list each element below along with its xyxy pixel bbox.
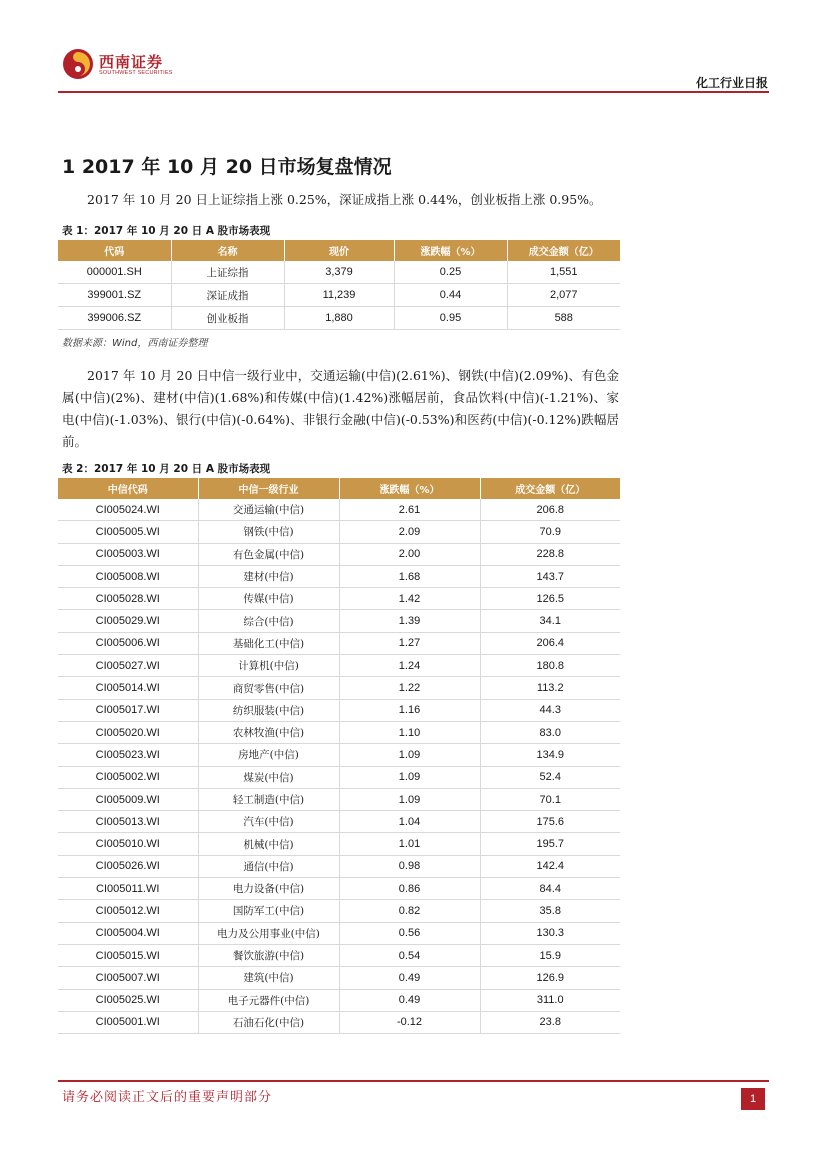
- table-cell: 电子元器件(中信): [198, 989, 339, 1011]
- footer-disclaimer: 请务必阅读正文后的重要声明部分: [62, 1090, 273, 1105]
- table-row: [58, 655, 620, 677]
- table-cell: 0.44: [394, 284, 507, 307]
- table-cell: 1.10: [339, 721, 480, 743]
- table-row: [58, 499, 620, 521]
- table-cell: 70.9: [480, 521, 620, 543]
- table-cell: CI005025.WI: [58, 989, 198, 1011]
- table-cell: 126.5: [480, 588, 620, 610]
- table-cell: 深证成指: [171, 284, 284, 307]
- table-cell: 3,379: [284, 261, 394, 284]
- table-row: [58, 788, 620, 810]
- industry-performance-table: [58, 478, 620, 1034]
- table-cell: 纺织服装(中信): [198, 699, 339, 721]
- table-cell: 83.0: [480, 721, 620, 743]
- table-row: [58, 967, 620, 989]
- table-row: [58, 543, 620, 565]
- table-row: [58, 677, 620, 699]
- table-row: [58, 766, 620, 788]
- table-row: [58, 744, 620, 766]
- table-cell: 35.8: [480, 900, 620, 922]
- table-cell: 70.1: [480, 788, 620, 810]
- table-cell: 建材(中信): [198, 565, 339, 587]
- table-cell: CI005014.WI: [58, 677, 198, 699]
- table-row: [58, 944, 620, 966]
- table-cell: 126.9: [480, 967, 620, 989]
- table-cell: 1.24: [339, 655, 480, 677]
- table1-caption: 表 1：2017 年 10 月 20 日 A 股市场表现: [62, 225, 271, 237]
- index-performance-table: [58, 240, 620, 330]
- column-header: 中信一级行业: [198, 478, 339, 499]
- table-cell: CI005003.WI: [58, 543, 198, 565]
- table-cell: 房地产(中信): [198, 744, 339, 766]
- table-cell: CI005017.WI: [58, 699, 198, 721]
- table-cell: 1,880: [284, 307, 394, 330]
- column-header: 现价: [284, 240, 394, 261]
- company-logo: [62, 48, 182, 84]
- table2-caption: 表 2：2017 年 10 月 20 日 A 股市场表现: [62, 463, 271, 475]
- table-row: [58, 261, 620, 284]
- table-cell: 399001.SZ: [58, 284, 171, 307]
- table-row: [58, 632, 620, 654]
- table-cell: 113.2: [480, 677, 620, 699]
- table-cell: 电力设备(中信): [198, 878, 339, 900]
- logo-english-name: SOUTHWEST SECURITIES: [99, 70, 173, 76]
- table-cell: 石油石化(中信): [198, 1011, 339, 1033]
- table-cell: 2.09: [339, 521, 480, 543]
- table-cell: 1.42: [339, 588, 480, 610]
- table-cell: CI005020.WI: [58, 721, 198, 743]
- table-cell: 计算机(中信): [198, 655, 339, 677]
- table-cell: CI005002.WI: [58, 766, 198, 788]
- table-cell: 1,551: [507, 261, 620, 284]
- table-cell: 175.6: [480, 811, 620, 833]
- table-cell: CI005005.WI: [58, 521, 198, 543]
- table-cell: CI005008.WI: [58, 565, 198, 587]
- table-row: [58, 811, 620, 833]
- table-cell: 0.56: [339, 922, 480, 944]
- table-cell: 142.4: [480, 855, 620, 877]
- table-cell: 206.8: [480, 499, 620, 521]
- table-cell: 399006.SZ: [58, 307, 171, 330]
- industry-summary-paragraph: 2017 年 10 月 20 日中信一级行业中，交通运输(中信)(2.61%)、钢铁(中信)(2.09%)、有色金属(中信)(2%)、建材(中信)(1.68%)和传媒(中信)(1.42%)涨幅居前，食品饮料(中信)(-1.21%)、家电(中信)(-1.03%)、银行(中信)(-0.64%)、非银行金融(中信)(-0.53%)和医药(中信)(-0.12%)跌幅居前。: [62, 368, 619, 449]
- table-cell: CI005029.WI: [58, 610, 198, 632]
- table-cell: 195.7: [480, 833, 620, 855]
- table-cell: CI005006.WI: [58, 632, 198, 654]
- header-divider: [58, 91, 769, 93]
- table-cell: CI005013.WI: [58, 811, 198, 833]
- column-header: 成交金额（亿）: [507, 240, 620, 261]
- table-cell: 1.16: [339, 699, 480, 721]
- table-cell: 通信(中信): [198, 855, 339, 877]
- table-cell: 134.9: [480, 744, 620, 766]
- table-cell: 国防军工(中信): [198, 900, 339, 922]
- table-cell: 建筑(中信): [198, 967, 339, 989]
- table-cell: 煤炭(中信): [198, 766, 339, 788]
- table-cell: CI005009.WI: [58, 788, 198, 810]
- table-cell: 15.9: [480, 944, 620, 966]
- table-cell: 44.3: [480, 699, 620, 721]
- table-cell: 206.4: [480, 632, 620, 654]
- table-cell: 0.82: [339, 900, 480, 922]
- table-cell: -0.12: [339, 1011, 480, 1033]
- table-row: [58, 721, 620, 743]
- table-cell: 1.01: [339, 833, 480, 855]
- table-cell: 23.8: [480, 1011, 620, 1033]
- table-cell: 1.27: [339, 632, 480, 654]
- table-cell: CI005012.WI: [58, 900, 198, 922]
- table-cell: 上证综指: [171, 261, 284, 284]
- table-cell: 1.39: [339, 610, 480, 632]
- table-cell: 0.95: [394, 307, 507, 330]
- table-cell: 交通运输(中信): [198, 499, 339, 521]
- table-cell: CI005026.WI: [58, 855, 198, 877]
- table-cell: CI005004.WI: [58, 922, 198, 944]
- table-cell: 1.68: [339, 565, 480, 587]
- table-header-row: [58, 478, 620, 499]
- table-cell: CI005027.WI: [58, 655, 198, 677]
- table-cell: 52.4: [480, 766, 620, 788]
- table-cell: CI005015.WI: [58, 944, 198, 966]
- logo-mark-icon: [62, 48, 94, 80]
- table-row: [58, 610, 620, 632]
- table-cell: 588: [507, 307, 620, 330]
- table-row: [58, 922, 620, 944]
- table-cell: 2.61: [339, 499, 480, 521]
- table-row: [58, 699, 620, 721]
- table-cell: 34.1: [480, 610, 620, 632]
- column-header: 名称: [171, 240, 284, 261]
- table-row: [58, 833, 620, 855]
- table-cell: 0.49: [339, 989, 480, 1011]
- table-cell: CI005010.WI: [58, 833, 198, 855]
- data-source-note: 数据来源：Wind，西南证券整理: [62, 338, 208, 349]
- page-number: 1: [741, 1088, 765, 1110]
- table-header-row: [58, 240, 620, 261]
- table-cell: 轻工制造(中信): [198, 788, 339, 810]
- column-header: 代码: [58, 240, 171, 261]
- table-cell: 180.8: [480, 655, 620, 677]
- table-row: [58, 588, 620, 610]
- column-header: 中信代码: [58, 478, 198, 499]
- section-title: 1 2017 年 10 月 20 日市场复盘情况: [62, 156, 392, 178]
- table-cell: CI005007.WI: [58, 967, 198, 989]
- table-cell: 1.22: [339, 677, 480, 699]
- table-cell: 11,239: [284, 284, 394, 307]
- table-cell: 0.25: [394, 261, 507, 284]
- table-cell: 电力及公用事业(中信): [198, 922, 339, 944]
- table-cell: 1.04: [339, 811, 480, 833]
- table-cell: 84.4: [480, 878, 620, 900]
- market-summary-paragraph: 2017 年 10 月 20 日上证综指上涨 0.25%，深证成指上涨 0.44%，创业板指上涨 0.95%。: [87, 192, 602, 207]
- logo-chinese-name: 西南证券: [99, 53, 164, 71]
- table-row: [58, 878, 620, 900]
- table-row: [58, 307, 620, 330]
- table-cell: CI005023.WI: [58, 744, 198, 766]
- table-row: [58, 1011, 620, 1033]
- table-cell: 000001.SH: [58, 261, 171, 284]
- table-cell: 2,077: [507, 284, 620, 307]
- table-cell: 1.09: [339, 788, 480, 810]
- table-cell: 汽车(中信): [198, 811, 339, 833]
- table-cell: CI005024.WI: [58, 499, 198, 521]
- table-row: [58, 284, 620, 307]
- footer-divider: [58, 1080, 769, 1082]
- column-header: 涨跌幅（%）: [394, 240, 507, 261]
- table-cell: 基础化工(中信): [198, 632, 339, 654]
- table-cell: 0.86: [339, 878, 480, 900]
- table-cell: 143.7: [480, 565, 620, 587]
- table-row: [58, 989, 620, 1011]
- table-row: [58, 855, 620, 877]
- column-header: 涨跌幅（%）: [339, 478, 480, 499]
- table-cell: 农林牧渔(中信): [198, 721, 339, 743]
- table-cell: 餐饮旅游(中信): [198, 944, 339, 966]
- table-cell: 钢铁(中信): [198, 521, 339, 543]
- table-cell: 创业板指: [171, 307, 284, 330]
- table-cell: 综合(中信): [198, 610, 339, 632]
- table-cell: 130.3: [480, 922, 620, 944]
- table-cell: CI005011.WI: [58, 878, 198, 900]
- table-cell: 商贸零售(中信): [198, 677, 339, 699]
- table-cell: 传媒(中信): [198, 588, 339, 610]
- table-row: [58, 565, 620, 587]
- table-cell: 0.54: [339, 944, 480, 966]
- table-cell: 311.0: [480, 989, 620, 1011]
- report-type-title: 化工行业日报: [695, 76, 768, 90]
- table-cell: 有色金属(中信): [198, 543, 339, 565]
- table-cell: 1.09: [339, 766, 480, 788]
- table-cell: 0.49: [339, 967, 480, 989]
- table-cell: 机械(中信): [198, 833, 339, 855]
- table-cell: CI005001.WI: [58, 1011, 198, 1033]
- table-cell: 2.00: [339, 543, 480, 565]
- table-cell: 228.8: [480, 543, 620, 565]
- table-cell: 1.09: [339, 744, 480, 766]
- table-cell: 0.98: [339, 855, 480, 877]
- table-cell: CI005028.WI: [58, 588, 198, 610]
- column-header: 成交金额（亿）: [480, 478, 620, 499]
- table-row: [58, 521, 620, 543]
- table-row: [58, 900, 620, 922]
